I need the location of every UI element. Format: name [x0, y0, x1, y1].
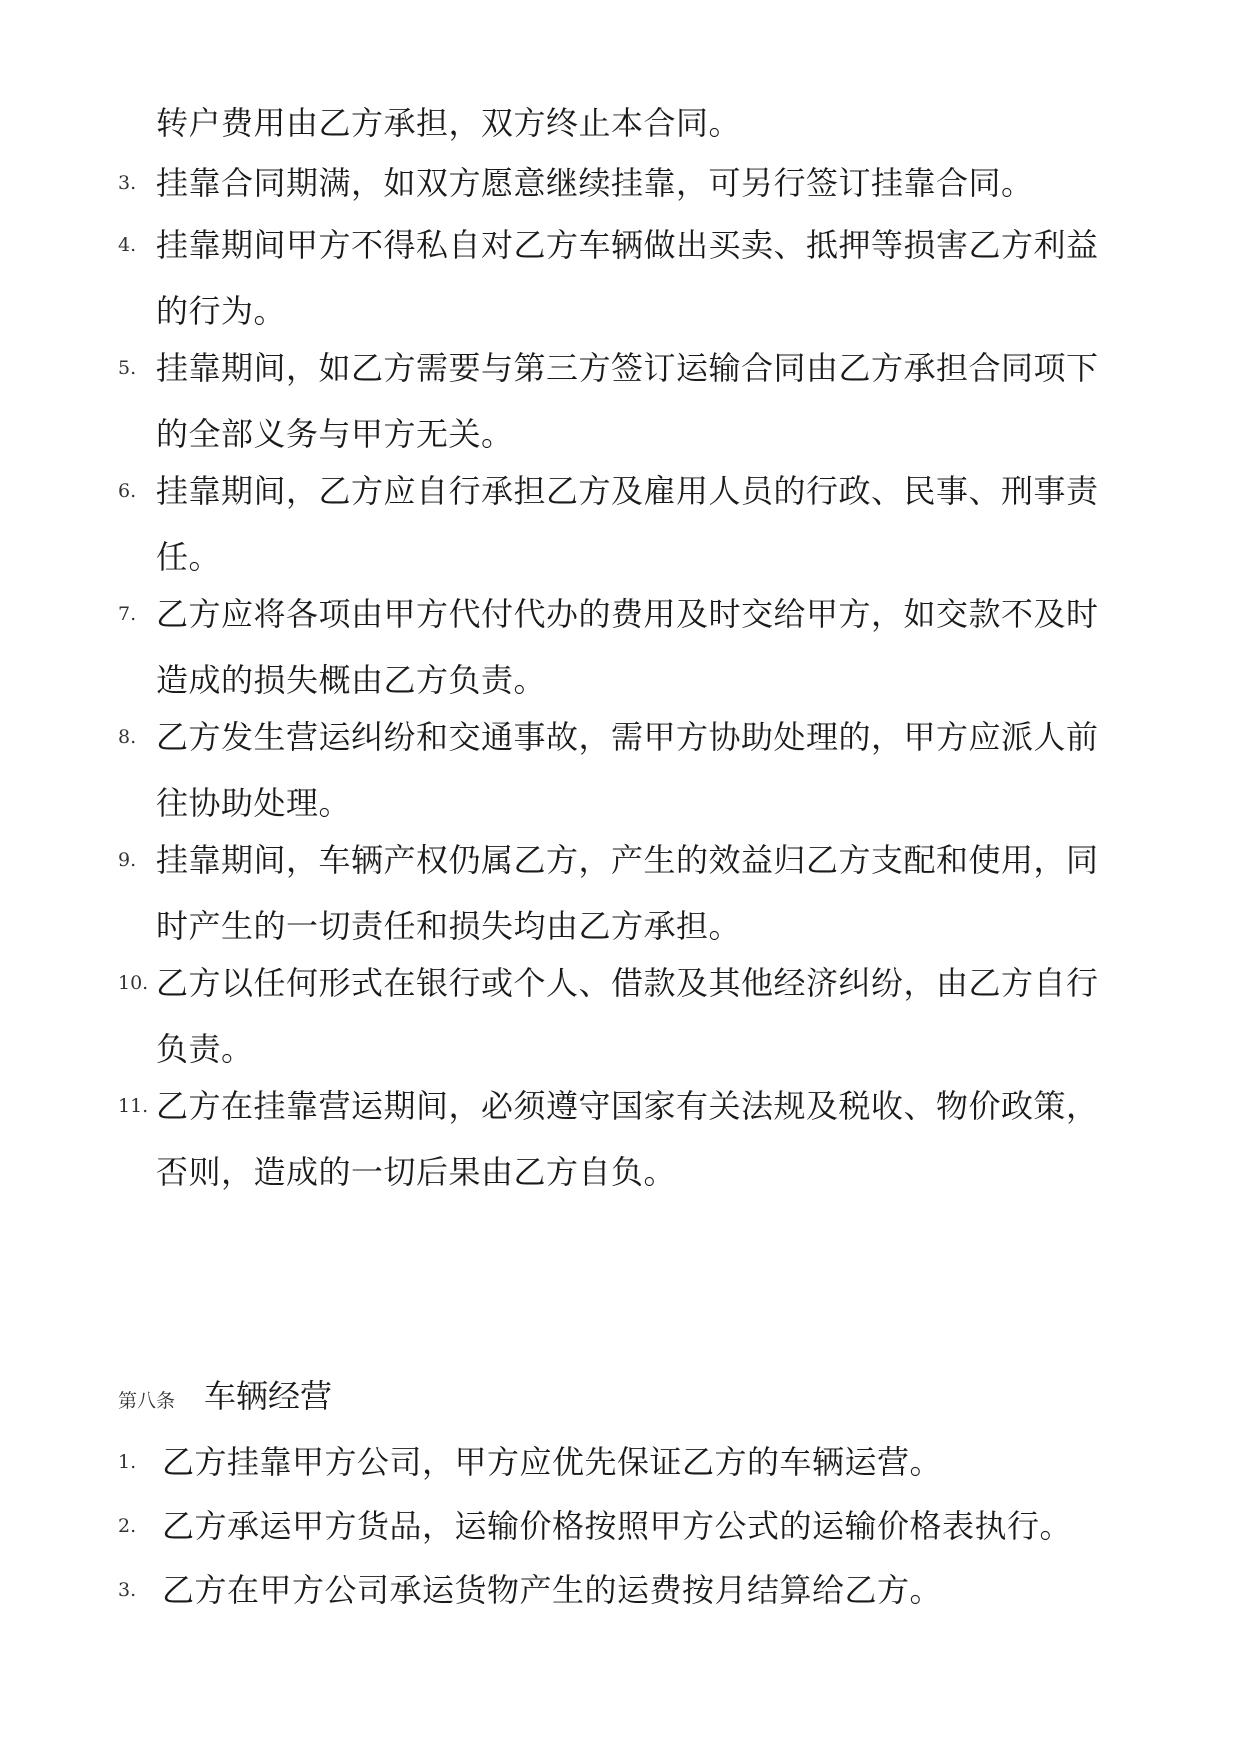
clause-item-5	[118, 335, 1148, 467]
sub-item-2	[118, 1496, 1148, 1556]
clause-line: 挂靠期间，乙方应自行承担乙方及雇用人员的行政、民事、刑事责	[156, 472, 1099, 510]
sub-item-number: 1.	[118, 1451, 137, 1473]
clause-number: 4.	[118, 234, 137, 256]
clause-number: 3.	[118, 172, 137, 194]
clause-number: 5.	[118, 357, 137, 379]
clause-number: 7.	[118, 603, 137, 625]
clause-line: 挂靠期间，如乙方需要与第三方签订运输合同由乙方承担合同项下	[156, 349, 1099, 387]
clause-item-8	[118, 704, 1148, 836]
clause-item-10	[118, 950, 1148, 1082]
clause-item-4	[118, 212, 1148, 344]
clause-line: 乙方应将各项由甲方代付代办的费用及时交给甲方，如交款不及时	[156, 595, 1099, 633]
clause-number: 9.	[118, 849, 137, 871]
clause-item-7	[118, 581, 1148, 713]
sub-item-number: 3.	[118, 1579, 137, 1601]
clause-item-9	[118, 827, 1148, 959]
clause-text	[156, 458, 1156, 590]
clause-line: 负责。	[156, 1030, 254, 1068]
clause-item-6	[118, 458, 1148, 590]
sub-item-3	[118, 1560, 1148, 1620]
clause-line: 往协助处理。	[156, 784, 352, 822]
clause-line: 挂靠合同期满，如双方愿意继续挂靠，可另行签订挂靠合同。	[156, 164, 1034, 202]
clause-line: 任。	[156, 538, 222, 576]
clause-number: 11.	[118, 1095, 149, 1117]
sub-item-text: 乙方在甲方公司承运货物产生的运费按月结算给乙方。	[162, 1571, 943, 1609]
clause-line: 否则，造成的一切后果由乙方自负。	[156, 1153, 677, 1191]
section-title: 车辆经营	[204, 1377, 333, 1415]
clause-line: 造成的损失概由乙方负责。	[156, 661, 547, 699]
clause-line: 乙方在挂靠营运期间，必须遵守国家有关法规及税收、物价政策，	[156, 1087, 1099, 1125]
sub-item-text: 乙方挂靠甲方公司，甲方应优先保证乙方的车辆运营。	[162, 1443, 943, 1481]
section-number: 第八条	[118, 1390, 176, 1412]
clause-text	[156, 150, 1156, 216]
clause-text	[156, 335, 1156, 467]
clause-number: 6.	[118, 480, 137, 502]
clause-text	[156, 581, 1156, 713]
clause-text	[156, 704, 1156, 836]
clause-line: 挂靠期间甲方不得私自对乙方车辆做出买卖、抵押等损害乙方利益	[156, 226, 1099, 264]
clause-item-11	[118, 1073, 1148, 1205]
clause-text	[156, 827, 1156, 959]
clause-line: 的全部义务与甲方无关。	[156, 415, 514, 453]
continuation-line: 转户费用由乙方承担，双方终止本合同。	[156, 104, 742, 142]
sub-item-number: 2.	[118, 1515, 137, 1537]
section-heading	[118, 1372, 618, 1422]
clause-number: 8.	[118, 726, 137, 748]
clause-line: 挂靠期间，车辆产权仍属乙方，产生的效益归乙方支配和使用，同	[156, 841, 1099, 879]
clause-text	[156, 1073, 1156, 1205]
clause-text	[156, 950, 1156, 1082]
sub-item-text: 乙方承运甲方货品，运输价格按照甲方公式的运输价格表执行。	[162, 1507, 1073, 1545]
clause-line: 乙方发生营运纠纷和交通事故，需甲方协助处理的，甲方应派人前	[156, 718, 1099, 756]
clause-item-3	[118, 150, 1148, 216]
clause-number: 10.	[118, 972, 149, 994]
clause-line: 乙方以任何形式在银行或个人、借款及其他经济纠纷，由乙方自行	[156, 964, 1099, 1002]
clause-line: 时产生的一切责任和损失均由乙方承担。	[156, 907, 742, 945]
clause-line: 的行为。	[156, 292, 287, 330]
clause-text	[156, 212, 1156, 344]
sub-item-1	[118, 1432, 1148, 1492]
